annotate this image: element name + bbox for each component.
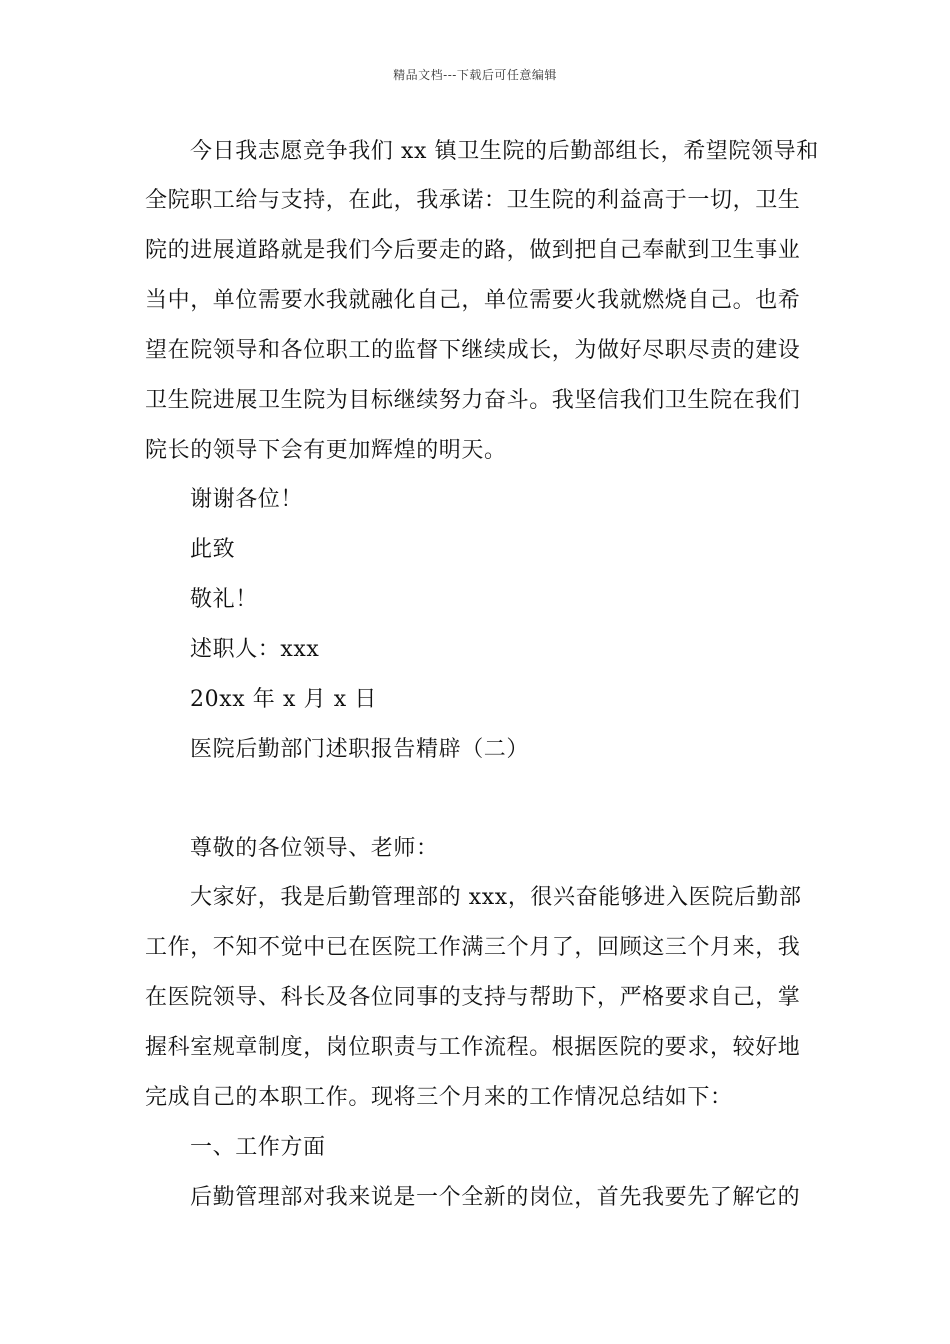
paragraph-line: 完成自己的本职工作。现将三个月来的工作情况总结如下：: [145, 1085, 733, 1110]
paragraph-line: 后勤管理部对我来说是一个全新的岗位，首先我要先了解它的: [190, 1185, 801, 1210]
closing-regards: 敬礼！: [190, 587, 258, 612]
closing-salutation: 此致: [190, 537, 236, 562]
section-title: 医院后勤部门述职报告精辟（二）: [190, 737, 530, 762]
closing-thanks: 谢谢各位！: [190, 487, 304, 512]
signature-line: 述职人：xxx: [190, 637, 320, 662]
paragraph-line: 望在院领导和各位职工的监督下继续成长，为做好尽职尽责的建设: [145, 338, 801, 363]
paragraph-line: 握科室规章制度，岗位职责与工作流程。根据医院的要求，较好地: [145, 1035, 801, 1060]
paragraph-line: 今日我志愿竞争我们 xx 镇卫生院的后勤部组长，希望院领导和: [190, 139, 819, 164]
greeting-line: 尊敬的各位领导、老师：: [190, 836, 439, 861]
subsection-heading: 一、工作方面: [190, 1135, 326, 1160]
paragraph-line: 全院职工给与支持，在此，我承诺：卫生院的利益高于一切，卫生: [145, 188, 801, 213]
paragraph-line: 卫生院进展卫生院为目标继续努力奋斗。我坚信我们卫生院在我们: [145, 388, 801, 413]
paragraph-line: 院长的领导下会有更加辉煌的明天。: [145, 438, 507, 463]
paragraph-line: 工作，不知不觉中已在医院工作满三个月了，回顾这三个月来，我: [145, 935, 801, 960]
paragraph-line: 院的进展道路就是我们今后要走的路，做到把自己奉献到卫生事业: [145, 238, 801, 263]
page-header: 精品文档---下载后可任意编辑: [393, 68, 557, 82]
paragraph-line: 在医院领导、科长及各位同事的支持与帮助下，严格要求自己，掌: [145, 985, 801, 1010]
date-line: 20xx 年 x 月 x 日: [190, 687, 377, 712]
paragraph-line: 大家好，我是后勤管理部的 xxx，很兴奋能够进入医院后勤部: [190, 885, 802, 910]
paragraph-line: 当中，单位需要水我就融化自己，单位需要火我就燃烧自己。也希: [145, 288, 801, 313]
